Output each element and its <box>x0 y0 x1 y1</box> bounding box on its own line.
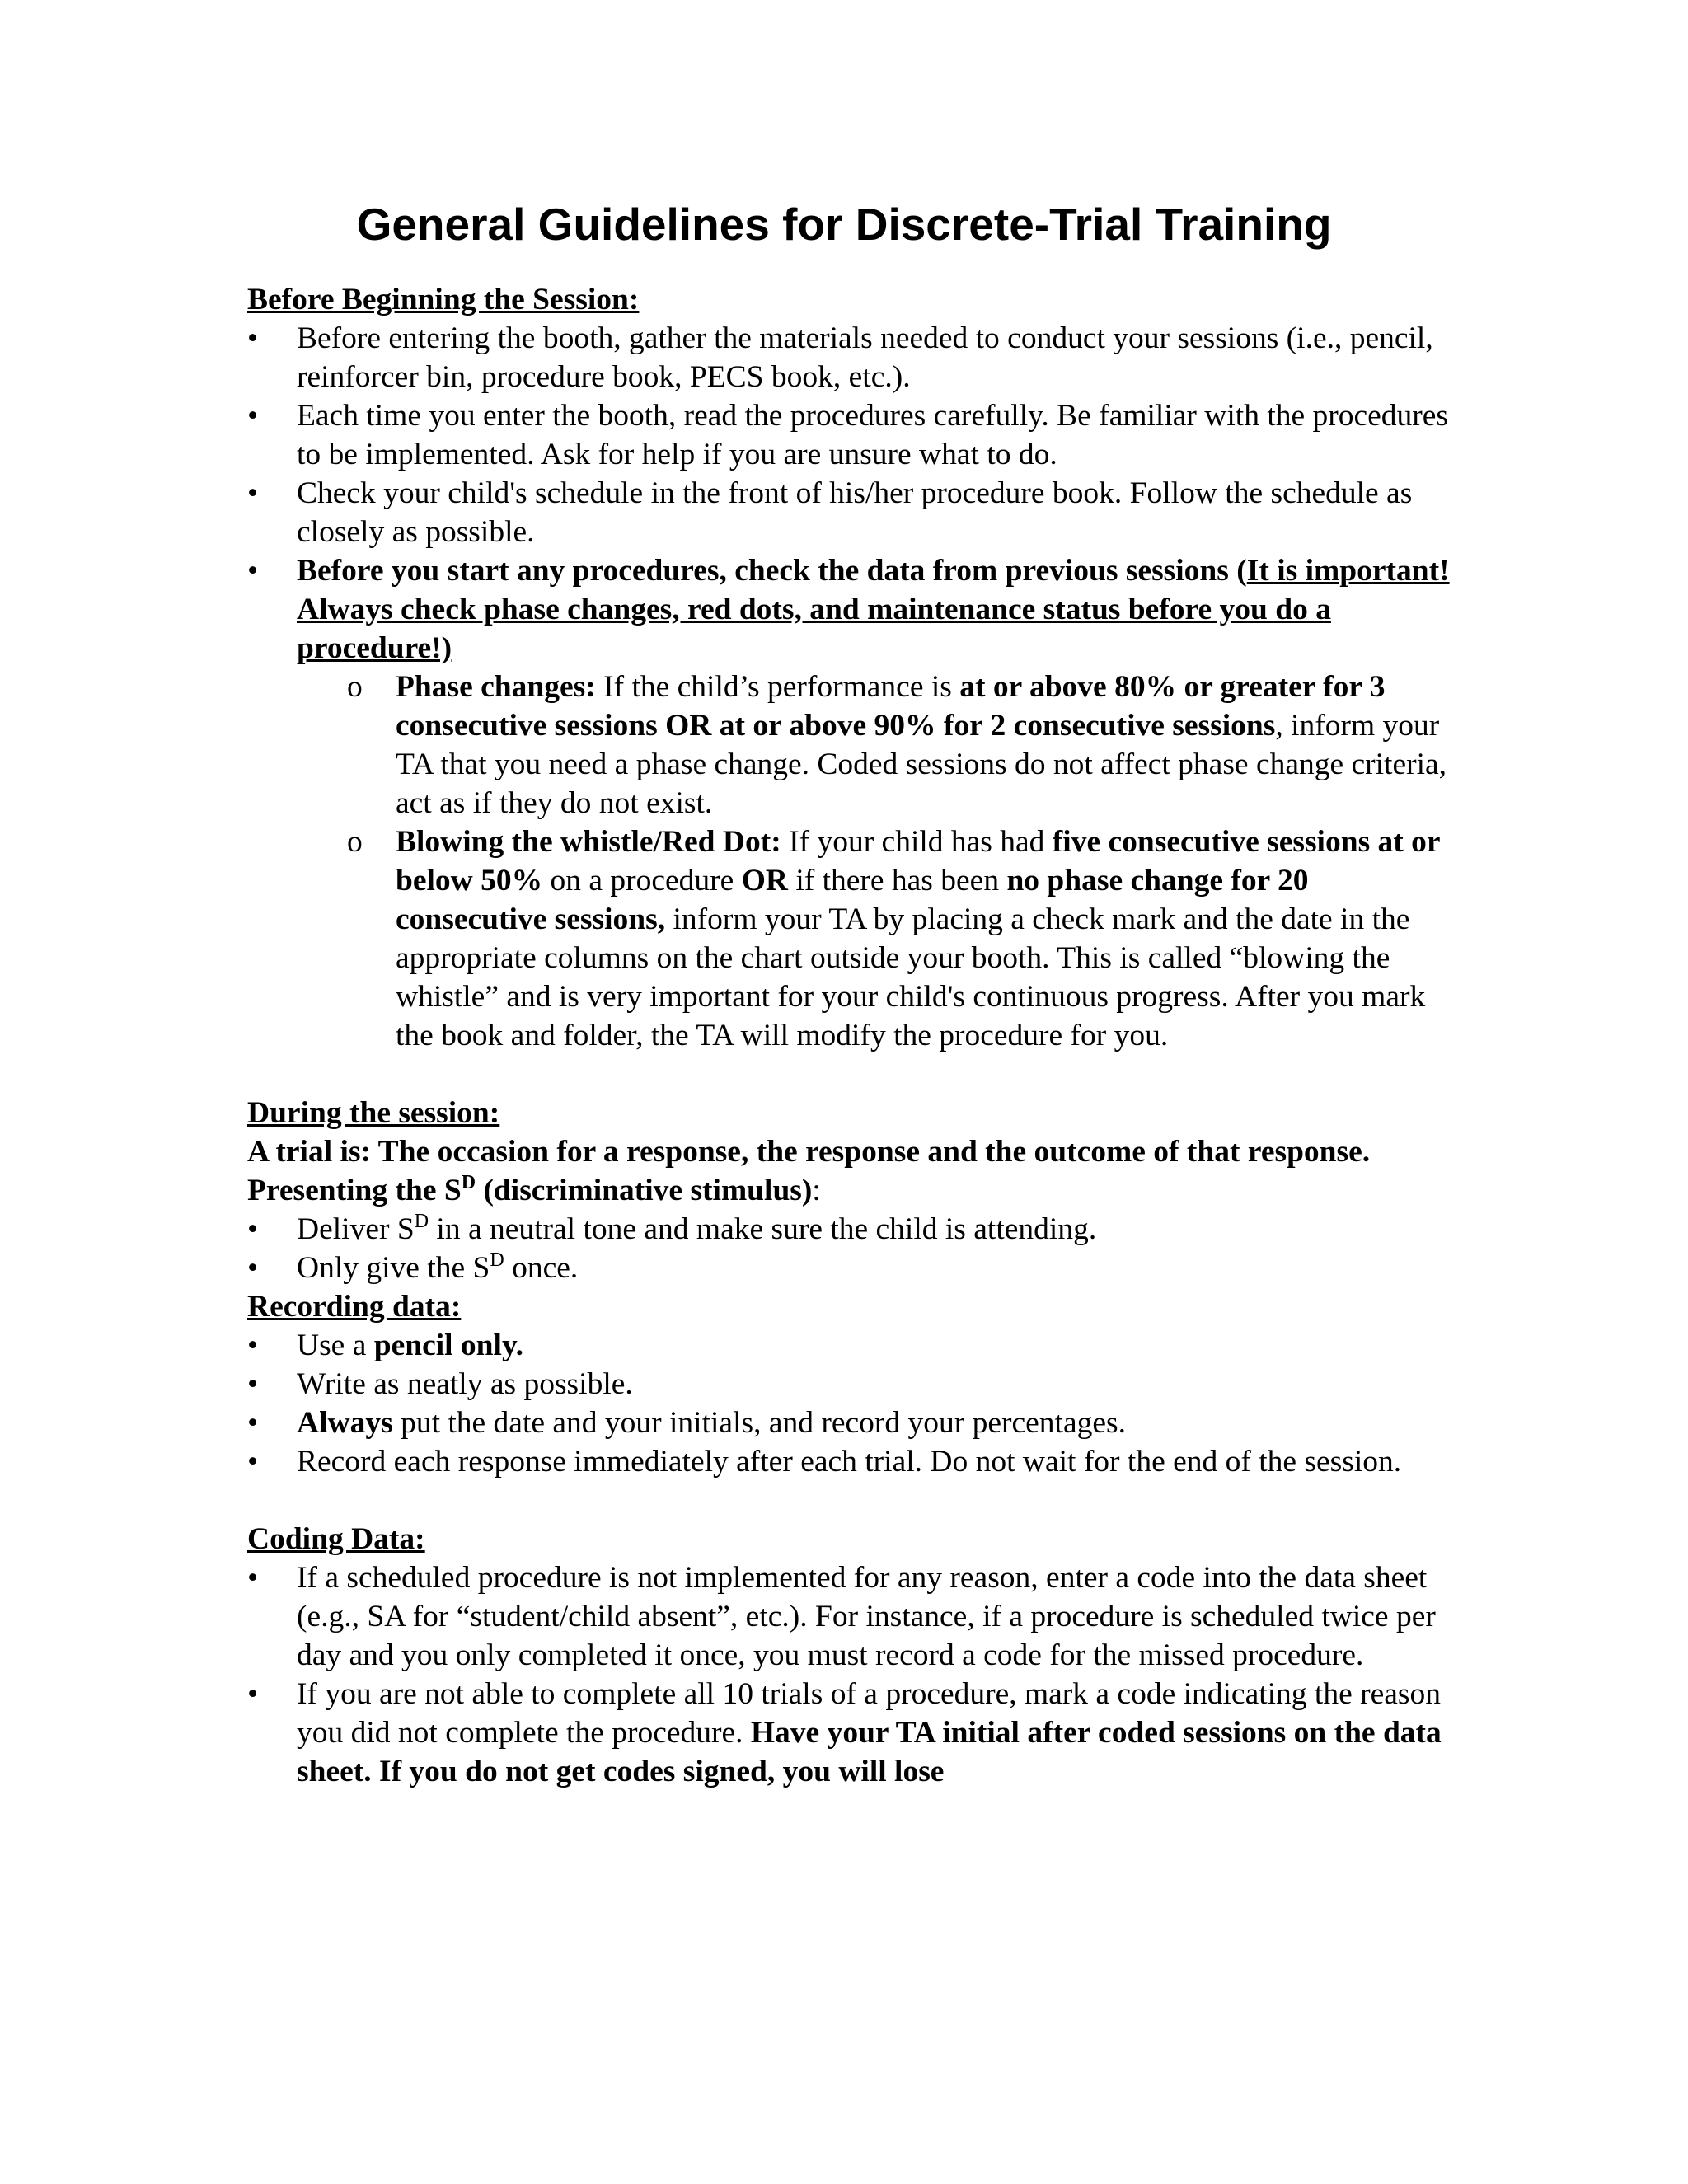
document-body <box>247 280 1451 1791</box>
before-session-list <box>247 319 1451 668</box>
list-item: • Check your child's schedule in the front of his/her procedure book. Follow the schedule as closely as possible. <box>247 474 1451 551</box>
coding-list <box>247 1558 1451 1791</box>
red-dot-label: Blowing the whistle/Red Dot: <box>396 825 781 859</box>
heading-coding-data: Coding Data: <box>247 1522 425 1556</box>
check-data-lead: Before you start any procedures, check the data from previous sessions ( <box>297 554 1247 588</box>
heading-during-session: During the session: <box>247 1096 500 1130</box>
list-item: • If you are not able to complete all 10 trials of a procedure, mark a code indicating the reason you did not complete the procedure. Have your TA initial after coded sessions on the data sheet. If you do not get codes signed, you will lose <box>247 1675 1451 1791</box>
check-data-warning: It is important! Always check phase changes, red dots, and maintenance status before you do a procedure!) <box>297 554 1450 665</box>
spacer <box>247 1055 1451 1094</box>
phase-changes-criteria: at or above 80% or greater for 3 consecutive sessions OR at or above 90% for 2 consecutive sessions <box>396 670 1386 743</box>
list-item <box>247 551 1451 668</box>
list-item: • Only give the $S^D$ once. <box>247 1249 1451 1287</box>
presenting-sd-heading: Presenting the $S^D$ (discriminative stimulus): <box>247 1172 821 1207</box>
list-item: • Always put the date and your initials, and record your percentages. <box>247 1404 1451 1442</box>
criteria-sublist <box>247 668 1451 1055</box>
heading-recording-data: Recording data: <box>247 1290 462 1324</box>
phase-changes-item: o Phase changes: If the child’s performance is at or above 80% or greater for 3 consecutive sessions OR at or above 90% for 2 consecutive sessions, inform your TA that you need a phase change. Coded sessions do not affect phase change criteria, act as if they do not exist. <box>247 668 1451 823</box>
trial-definition: A trial is: The occasion for a response, the response and the outcome of that response. <box>247 1135 1371 1169</box>
list-item: • Record each response immediately after each trial. Do not wait for the end of the session. <box>247 1442 1451 1481</box>
list-item: • Each time you enter the booth, read the procedures carefully. Be familiar with the procedures to be implemented. Ask for help if you are unsure what to do. <box>247 396 1451 474</box>
heading-before-session: Before Beginning the Session: <box>247 283 640 316</box>
phase-changes-label: Phase changes: <box>396 670 596 704</box>
list-item: • Before entering the booth, gather the materials needed to conduct your sessions (i.e., pencil, reinforcer bin, procedure book, PECS book, etc.). <box>247 319 1451 396</box>
list-item: • Write as neatly as possible. <box>247 1365 1451 1404</box>
red-dot-item: o Blowing the whistle/Red Dot: If your child has had five consecutive sessions at or below 50% on a procedure OR if there has been no phase change for 20 consecutive sessions, inform your TA by placing a check mark and the date in the appropriate columns on the chart outside your booth. This is called “blowing the whistle” and is very important for your child's continuous progress. After you mark the book and folder, the TA will modify the procedure for you. <box>247 823 1451 1055</box>
list-item: • If a scheduled procedure is not implemented for any reason, enter a code into the data sheet (e.g., SA for “student/child absent”, etc.). For instance, if a procedure is scheduled twice per day and you only completed it once, you must record a code for the missed procedure. <box>247 1558 1451 1675</box>
page-title: General Guidelines for Discrete-Trial Training <box>356 199 1332 250</box>
list-item: • Use a pencil only. <box>247 1326 1451 1365</box>
recording-list <box>247 1326 1451 1481</box>
spacer <box>247 1481 1451 1520</box>
sd-list <box>247 1210 1451 1287</box>
list-item: • Deliver $S^D$ in a neutral tone and make sure the child is attending. <box>247 1210 1451 1249</box>
